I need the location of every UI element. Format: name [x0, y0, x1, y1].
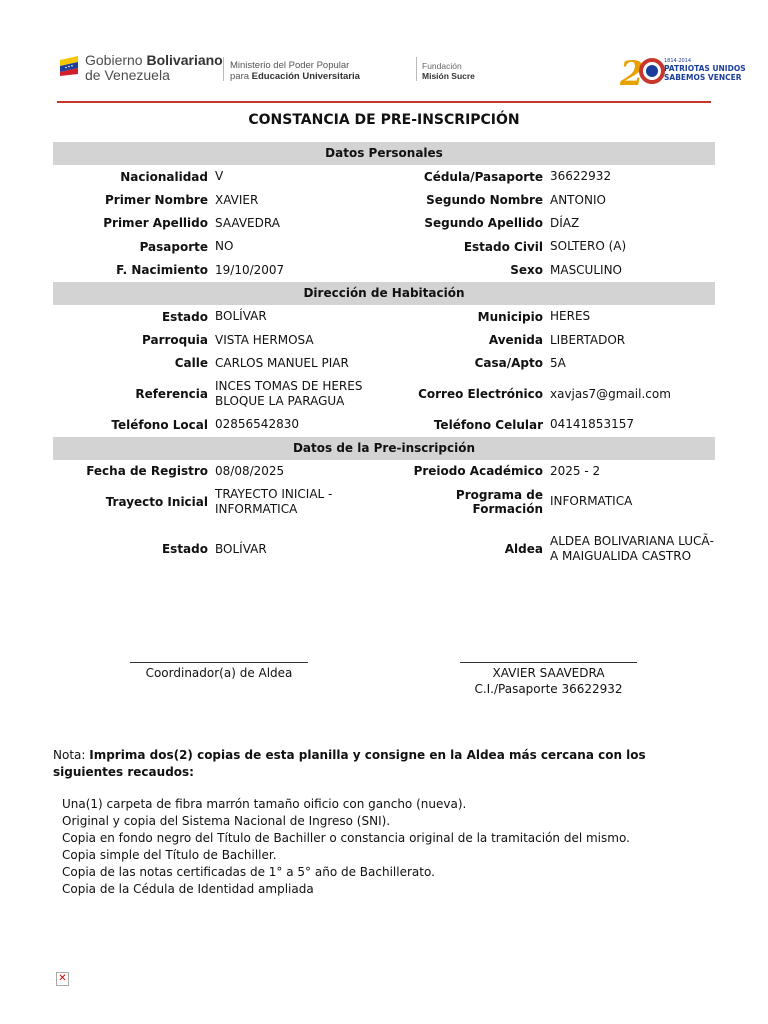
field-label: Calle [174, 356, 208, 371]
field-label: Casa/Apto [474, 356, 543, 371]
form-row [53, 259, 715, 282]
field-value: SOLTERO (A) [550, 239, 627, 254]
bicentenario-logo-icon [618, 45, 746, 94]
field-value: XAVIER [215, 192, 259, 207]
field-label: Segundo Nombre [426, 193, 543, 208]
venezuela-flag-icon [58, 54, 80, 76]
field-value: NO [215, 239, 234, 254]
svg-text:PATRIOTAS UNIDOS: PATRIOTAS UNIDOS [664, 64, 746, 73]
field-value: ALDEA BOLIVARIANA LUCÃA MAIGUALIDA CASTRO [550, 534, 714, 564]
svg-text:2: 2 [620, 54, 644, 94]
signature-id: C.I./Pasaporte 36622932 [474, 682, 623, 696]
list-item: Copia de la Cédula de Identidad ampliada [62, 882, 314, 896]
field-label: Primer Nombre [104, 193, 208, 208]
field-label: Referencia [135, 387, 208, 402]
form-row [53, 235, 715, 258]
field-value: HERES [550, 309, 591, 324]
list-item: Copia de las notas certificadas de 1° a 5° año de Bachillerato. [62, 865, 435, 879]
signature-line [460, 662, 637, 663]
field-label: Aldea [504, 542, 543, 557]
field-value: ANTONIO [550, 192, 606, 207]
field-label: Primer Apellido [103, 216, 208, 231]
list-item: Copia en fondo negro del Título de Bachiller o constancia original de la tramitación del mismo. [62, 831, 630, 845]
signature-name: XAVIER SAAVEDRA [492, 666, 605, 680]
field-label: F. Nacimiento [116, 263, 208, 278]
form-row [53, 460, 715, 483]
field-value: LIBERTADOR [550, 332, 626, 347]
list-item: Copia simple del Título de Bachiller. [62, 848, 277, 862]
field-label: Preiodo Académico [413, 464, 543, 479]
field-label: Fecha de Registro [86, 464, 208, 479]
header-divider [416, 57, 417, 81]
field-label: Estado [161, 309, 208, 324]
form-row [53, 483, 715, 521]
ministerio-text: Ministerio del Poder Popular para Educación Universitaria [230, 60, 360, 82]
field-label: Segundo Apellido [424, 216, 543, 231]
note-prefix: Nota: [53, 748, 90, 762]
header-divider [223, 57, 224, 81]
form-row [53, 375, 715, 413]
svg-text:1814·2014: 1814·2014 [664, 58, 692, 64]
field-value: 19/10/2007 [215, 262, 285, 277]
field-value: 2025 - 2 [550, 463, 601, 478]
field-label: Nacionalidad [120, 169, 208, 184]
list-item: Una(1) carpeta de fibra marrón tamaño oificio con gancho (nueva). [62, 797, 467, 811]
form-row [53, 413, 715, 436]
field-label: Municipio [477, 309, 543, 324]
field-label: Programa de Formación [455, 487, 543, 516]
list-item: Original y copia del Sistema Nacional de Ingreso (SNI). [62, 814, 391, 828]
field-value: VISTA HERMOSA [215, 332, 314, 347]
field-value: TRAYECTO INICIAL - INFORMATICA [215, 486, 333, 516]
field-value: BOLÍVAR [215, 309, 267, 324]
form-row [53, 305, 715, 328]
field-label: Sexo [510, 263, 543, 278]
section-header-personal: Datos Personales [53, 142, 715, 165]
signature-student [460, 662, 637, 697]
field-label: Teléfono Local [111, 417, 208, 432]
field-value: INCES TOMAS DE HERES BLOQUE LA PARAGUA [215, 379, 363, 409]
signature-coordinator [130, 662, 308, 681]
field-value: 36622932 [550, 169, 612, 184]
field-value: 02856542830 [215, 417, 299, 432]
note-text: Imprima dos(2) copias de esta planilla y consigne en la Aldea más cercana con los siguientes recaudos: [53, 748, 646, 779]
header-rule [57, 101, 711, 103]
field-value: SAAVEDRA [215, 215, 280, 230]
requirements-list [62, 796, 712, 898]
field-value: INFORMATICA [550, 494, 633, 509]
form-row [53, 328, 715, 351]
gobierno-logo-text: Gobierno Bolivariano de Venezuela [85, 52, 223, 83]
form-row [53, 521, 715, 578]
field-value: V [215, 169, 224, 184]
form-row [53, 212, 715, 235]
fundacion-text: Fundación Misión Sucre [422, 61, 475, 81]
field-label: Cédula/Pasaporte [423, 169, 543, 184]
section-header-address: Dirección de Habitación [53, 282, 715, 305]
field-value: 04141853157 [550, 417, 634, 432]
field-value: DÍAZ [550, 215, 580, 230]
form-row [53, 165, 715, 188]
form-row [53, 188, 715, 211]
field-label: Estado [161, 542, 208, 557]
field-value: BOLÍVAR [215, 541, 267, 556]
signature-title: Coordinador(a) de Aldea [145, 666, 293, 680]
field-label: Trayecto Inicial [105, 494, 208, 509]
field-value: xavjas7@gmail.com [550, 386, 671, 401]
field-label: Estado Civil [463, 239, 543, 254]
field-value: 08/08/2025 [215, 463, 285, 478]
page-header [55, 40, 746, 102]
note-paragraph [53, 747, 713, 781]
form-row [53, 352, 715, 375]
signature-line [130, 662, 308, 663]
broken-image-icon: ✕ [56, 972, 69, 986]
field-label: Avenida [488, 333, 543, 348]
field-label: Teléfono Celular [433, 417, 543, 432]
field-value: 5A [550, 355, 566, 370]
section-header-preinscription: Datos de la Pre-inscripción [53, 437, 715, 460]
field-label: Correo Electrónico [418, 387, 543, 402]
svg-text:SABEMOS VENCER: SABEMOS VENCER [664, 73, 742, 82]
page-title: CONSTANCIA DE PRE-INSCRIPCIÓN [248, 112, 520, 128]
field-value: MASCULINO [550, 262, 622, 277]
registration-form [53, 142, 715, 578]
field-label: Parroquia [142, 333, 208, 348]
field-label: Pasaporte [139, 239, 208, 254]
field-value: CARLOS MANUEL PIAR [215, 355, 349, 370]
